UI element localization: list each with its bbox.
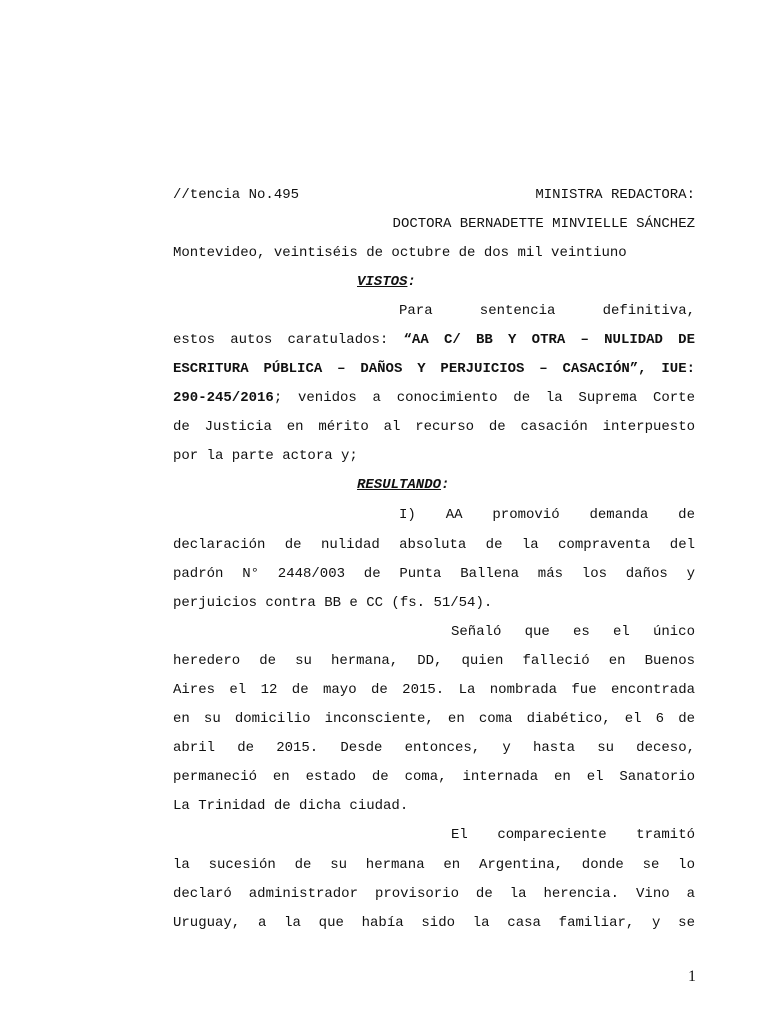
paragraph-line: de Justicia en mérito al recurso de casación interpuesto [173,419,695,435]
paragraph-line: permaneció en estado de coma, internada en el Sanatorio [173,769,695,785]
paragraph-line: La Trinidad de dicha ciudad. [173,798,409,814]
paragraph-line: 290-245/2016; venidos a conocimiento de la Suprema Corte [173,390,695,406]
resultando-heading: RESULTANDO: [357,477,450,493]
paragraph-line: abril de 2015. Desde entonces, y hasta su deceso, [173,740,695,756]
place-date: Montevideo, veintiséis de octubre de dos mil veintiuno [173,245,627,261]
paragraph-line: Aires el 12 de mayo de 2015. La nombrada fue encontrada [173,682,695,698]
header-line [173,185,695,205]
paragraph-line: declaró administrador provisorio de la herencia. Vino a [173,886,695,902]
paragraph-line: Señaló que es el único [451,624,695,640]
paragraph-line: El compareciente tramitó [451,827,695,843]
page-number: 1 [688,968,696,985]
paragraph-line: padrón N° 2448/003 de Punta Ballena más los daños y [173,566,695,582]
judge-name: DOCTORA BERNADETTE MINVIELLE SÁNCHEZ [392,216,695,232]
paragraph-line: la sucesión de su hermana en Argentina, donde se lo [173,857,695,873]
paragraph-line: perjuicios contra BB e CC (fs. 51/54). [173,595,493,611]
paragraph-line: por la parte actora y; [173,448,358,464]
vistos-heading: VISTOS: [357,274,416,290]
sentence-reference: //tencia No.495 [173,187,300,203]
role-label: MINISTRA REDACTORA: [535,187,695,203]
paragraph-line: estos autos caratulados: “AA C/ BB Y OTRA – NULIDAD DE [173,332,695,348]
paragraph-line: I) AA promovió demanda de [399,507,695,523]
paragraph-line: heredero de su hermana, DD, quien falleció en Buenos [173,653,695,669]
paragraph-line: Para sentencia definitiva, [399,303,695,319]
paragraph-line: ESCRITURA PÚBLICA – DAÑOS Y PERJUICIOS – CASACIÓN”, IUE: [173,361,695,377]
paragraph-line: en su domicilio inconsciente, en coma diabético, el 6 de [173,711,695,727]
paragraph-line: declaración de nulidad absoluta de la compraventa del [173,537,695,553]
paragraph-line: Uruguay, a la que había sido la casa familiar, y se [173,915,695,931]
